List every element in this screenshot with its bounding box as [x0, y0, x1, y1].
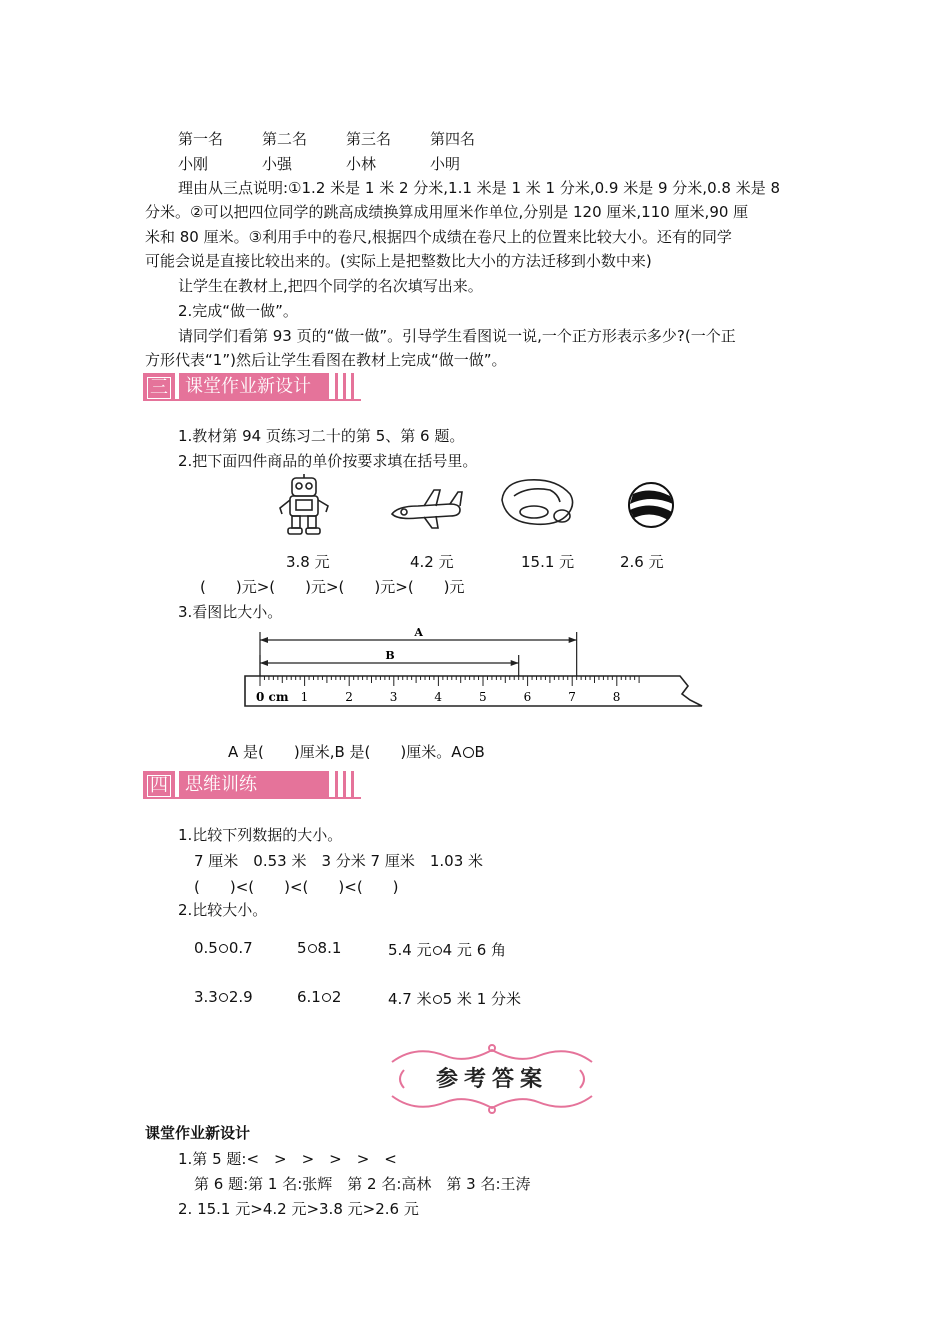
- ruler-answer: [228, 741, 485, 762]
- rank-header-1: 第一名: [178, 130, 224, 148]
- compare-right: 4 元 6 角: [442, 941, 507, 959]
- do-line-1: 请同学们看第 93 页的“做一做”。引导学生看图说一说,一个正方形表示多少?(一个正: [178, 327, 736, 345]
- compare-left: 5.4 元: [388, 941, 432, 959]
- answer-1: 1.第 5 题:< > > > > <: [178, 1150, 397, 1168]
- ruler-tick-label: 7: [568, 690, 576, 704]
- measure-a-arrowhead-right: [569, 637, 577, 643]
- reason-line-3: 米和 80 厘米。③利用手中的卷尺,根据四个成绩在卷尺上的位置来比较大小。还有的同学: [145, 228, 732, 246]
- compare-left: 4.7 米: [388, 990, 432, 1008]
- s4-q1: 1.比较下列数据的大小。: [178, 826, 343, 844]
- banner-underline: [143, 399, 361, 401]
- section4-number: 四: [143, 771, 175, 799]
- compare-item: [388, 988, 521, 1009]
- airplane-icon: [388, 484, 464, 532]
- do-title: 2.完成“做一做”。: [178, 302, 298, 320]
- s3-q2: 2.把下面四件商品的单价按要求填在括号里。: [178, 452, 478, 470]
- price-airplane: 4.2 元: [410, 553, 454, 571]
- section3-title: 课堂作业新设计: [179, 373, 329, 401]
- ruler-tick-label: 8: [612, 690, 621, 704]
- compare-right: 2.9: [228, 988, 253, 1006]
- compare-circle[interactable]: [433, 995, 442, 1004]
- measure-a-label: A: [414, 626, 423, 639]
- compare-item: [194, 939, 253, 957]
- rank-name-4: 小明: [430, 155, 461, 173]
- s4-data-row: 7 厘米 0.53 米 3 分米 7 厘米 1.03 米: [194, 852, 484, 870]
- banner-stripe: [343, 771, 346, 799]
- answers-heading: 课堂作业新设计: [145, 1124, 251, 1142]
- answer-badge: [386, 1040, 598, 1118]
- compare-left: 6.1: [297, 988, 321, 1006]
- ruler-tick-label: 6: [523, 690, 532, 704]
- measure-b-arrowhead-left: [260, 660, 268, 666]
- rank-header-4: 第四名: [430, 130, 476, 148]
- rank-header-2: 第二名: [262, 130, 308, 148]
- price-robot: 3.8 元: [286, 553, 330, 571]
- price-car: 15.1 元: [521, 553, 575, 571]
- compare-left: 0.5: [194, 939, 218, 957]
- s4-q2: 2.比较大小。: [178, 901, 268, 919]
- do-line-2: 方形代表“1”)然后让学生看图在教材上完成“做一做”。: [145, 351, 507, 369]
- compare-item: [388, 939, 506, 960]
- compare-circle[interactable]: [433, 946, 442, 955]
- car-icon: [498, 474, 578, 530]
- reason-line-1: 理由从三点说明:①1.2 米是 1 米 2 分米,1.1 米是 1 米 1 分米,0.9 米是 9 分米,0.8 米是 8: [178, 179, 781, 197]
- s3-q3: 3.看图比大小。: [178, 603, 283, 621]
- compare-item: [194, 988, 253, 1006]
- robot-icon: [272, 474, 336, 538]
- compare-circle[interactable]: [463, 747, 474, 758]
- compare-right: 0.7: [228, 939, 253, 957]
- ruler-tick-label: 4: [434, 690, 443, 704]
- banner-stripe: [335, 771, 338, 799]
- ruler-tick-label: 5: [479, 690, 487, 704]
- answer-2: 2. 15.1 元>4.2 元>3.8 元>2.6 元: [178, 1200, 419, 1218]
- banner-stripe: [351, 771, 354, 799]
- banner-underline: [143, 797, 361, 799]
- compare-circle[interactable]: [219, 944, 228, 953]
- ruler-tick-label: 3: [389, 690, 398, 704]
- price-order-blank: ( )元>( )元>( )元>( )元: [200, 578, 465, 596]
- compare-right: 2: [331, 988, 342, 1006]
- ruler-tick-label: 2: [345, 690, 353, 704]
- answer-badge-text: 参考答案: [435, 1066, 548, 1092]
- section4-title: 思维训练: [179, 771, 329, 799]
- compare-right: 5 米 1 分米: [442, 990, 522, 1008]
- s4-order-row: ( )<( )<( )<( ): [194, 878, 399, 896]
- ruler-figure: [240, 626, 710, 716]
- section3-number: 三: [143, 373, 175, 401]
- compare-left: 5: [297, 939, 307, 957]
- banner-stripe: [343, 373, 346, 401]
- ruler-tick-label: 1: [300, 690, 309, 704]
- compare-item: [297, 939, 341, 957]
- compare-circle[interactable]: [219, 993, 228, 1002]
- measure-b-label: B: [385, 649, 395, 662]
- price-ball: 2.6 元: [620, 553, 664, 571]
- compare-right: 8.1: [317, 939, 342, 957]
- ruler-body: [245, 676, 702, 706]
- compare-left: 3.3: [194, 988, 218, 1006]
- rank-name-2: 小强: [262, 155, 293, 173]
- fill-names-line: 让学生在教材上,把四个同学的名次填写出来。: [178, 277, 483, 295]
- ruler-answer-b: B: [474, 743, 485, 761]
- s3-q1: 1.教材第 94 页练习二十的第 5、第 6 题。: [178, 427, 465, 445]
- compare-item: [297, 988, 341, 1006]
- answer-1b: 第 6 题:第 1 名:张辉 第 2 名:高林 第 3 名:王涛: [194, 1175, 531, 1193]
- rank-header-3: 第三名: [346, 130, 392, 148]
- compare-circle[interactable]: [308, 944, 317, 953]
- banner-stripe: [335, 373, 338, 401]
- ball-icon: [626, 480, 676, 530]
- measure-b-arrowhead-right: [511, 660, 519, 666]
- measure-a-arrowhead-left: [260, 637, 268, 643]
- rank-name-3: 小林: [346, 155, 377, 173]
- ruler-unit-label: 0 cm: [256, 690, 289, 704]
- reason-line-4: 可能会说是直接比较出来的。(实际上是把整数比大小的方法迁移到小数中来): [145, 252, 652, 270]
- ruler-answer-text: A 是( )厘米,B 是( )厘米。A: [228, 743, 462, 761]
- reason-line-2: 分米。②可以把四位同学的跳高成绩换算成用厘米作单位,分别是 120 厘米,110 厘米,90 厘: [145, 203, 749, 221]
- rank-name-1: 小刚: [178, 155, 209, 173]
- compare-circle[interactable]: [322, 993, 331, 1002]
- banner-stripe: [351, 373, 354, 401]
